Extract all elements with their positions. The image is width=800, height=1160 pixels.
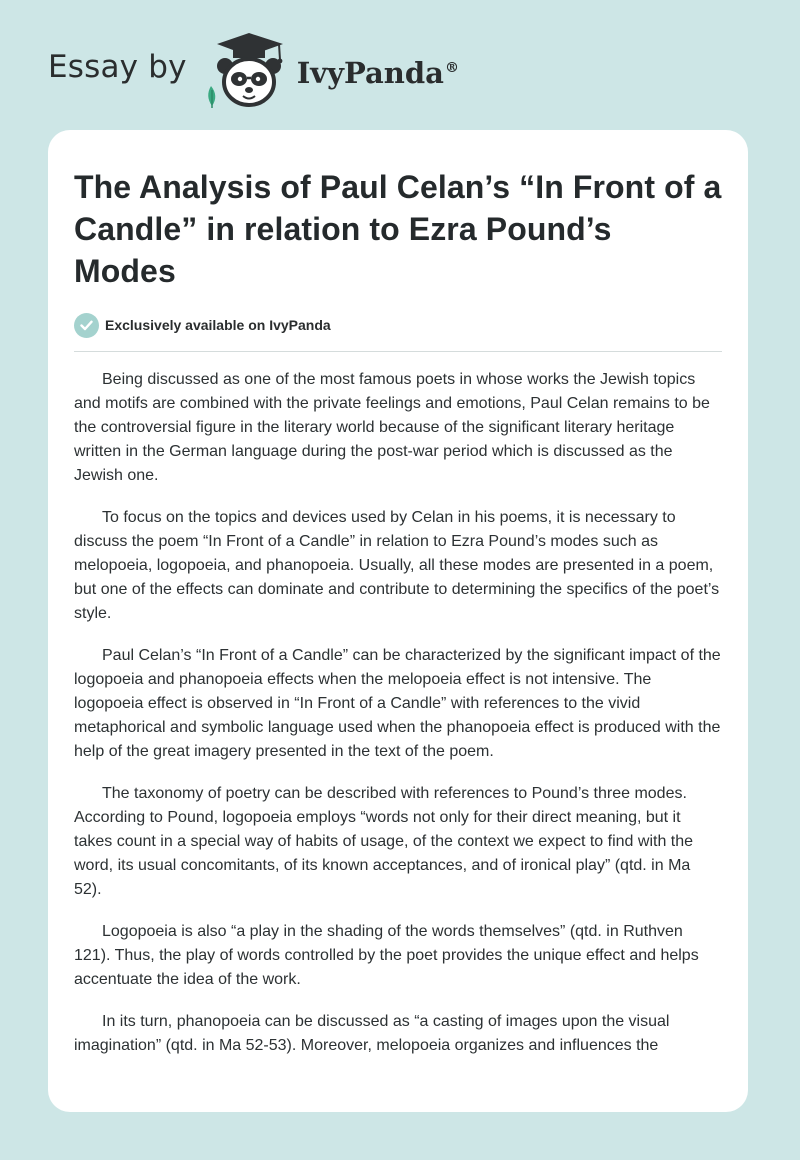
essay-paragraph: In its turn, phanopoeia can be discussed as “a casting of images upon the visual imagination” (qtd. in Ma 52-53). Moreover, melopoeia organizes and influences the <box>74 1013 670 1054</box>
brand-name-text: IvyPanda <box>296 56 444 90</box>
brand-name[interactable] <box>297 56 459 90</box>
essay-title: The Analysis of Paul Celan’s “In Front of a Candle” in relation to Ezra Pound’s Modes <box>74 169 722 289</box>
essay-content <box>48 130 748 1058</box>
essay-body <box>74 368 722 1058</box>
essay-paragraph: Logopoeia is also “a play in the shading of the words themselves” (qtd. in Ruthven 121). Thus, the play of words controlled by the poet provides the unique effect and helps accentuate the idea of the work. <box>74 923 699 988</box>
essay-paragraph: To focus on the topics and devices used by Celan in his poems, it is necessary to discuss the poem “In Front of a Candle” in relation to Ezra Pound’s modes such as melopoeia, logopoeia, and phanopoeia. Usually, all these modes are presented in a poem, but one of the effects can dominate and contribute to determining the specifics of the poet’s style. <box>74 509 720 622</box>
check-icon <box>74 313 99 338</box>
exclusive-badge <box>74 312 722 338</box>
registered-mark: ® <box>444 60 459 77</box>
brand-prefix: Essay by <box>48 49 187 85</box>
title-divider <box>74 351 722 352</box>
essay-paragraph: Being discussed as one of the most famous poets in whose works the Jewish topics and motifs are combined with the private feelings and emotions, Paul Celan remains to be the controversial figure in the literary world because of the significant literary heritage written in the German language during the post-war period which is discussed as the Jewish one. <box>74 371 710 484</box>
essay-card <box>48 130 748 1112</box>
essay-paragraph: Paul Celan’s “In Front of a Candle” can be characterized by the significant impact of the logopoeia and phanopoeia effects when the melopoeia effect is not intensive. The logopoeia effect is observed in “In Front of a Candle” with references to the vivid metaphorical and symbolic language used when the phanopoeia effect is produced with the help of the great imagery presented in the text of the poem. <box>74 647 721 760</box>
site-header <box>48 30 459 110</box>
essay-paragraph: The taxonomy of poetry can be described with references to Pound’s three modes. According to Pound, logopoeia employs “words not only for their direct meaning, but it takes count in a special way of habits of usage, of the context we expect to find with the word, its usual concomitants, of its known acceptances, and of ironical play” (qtd. in Ma 52). <box>74 785 694 898</box>
exclusive-badge-label: Exclusively available on IvyPanda <box>105 317 331 333</box>
panda-logo-icon[interactable] <box>203 30 295 110</box>
